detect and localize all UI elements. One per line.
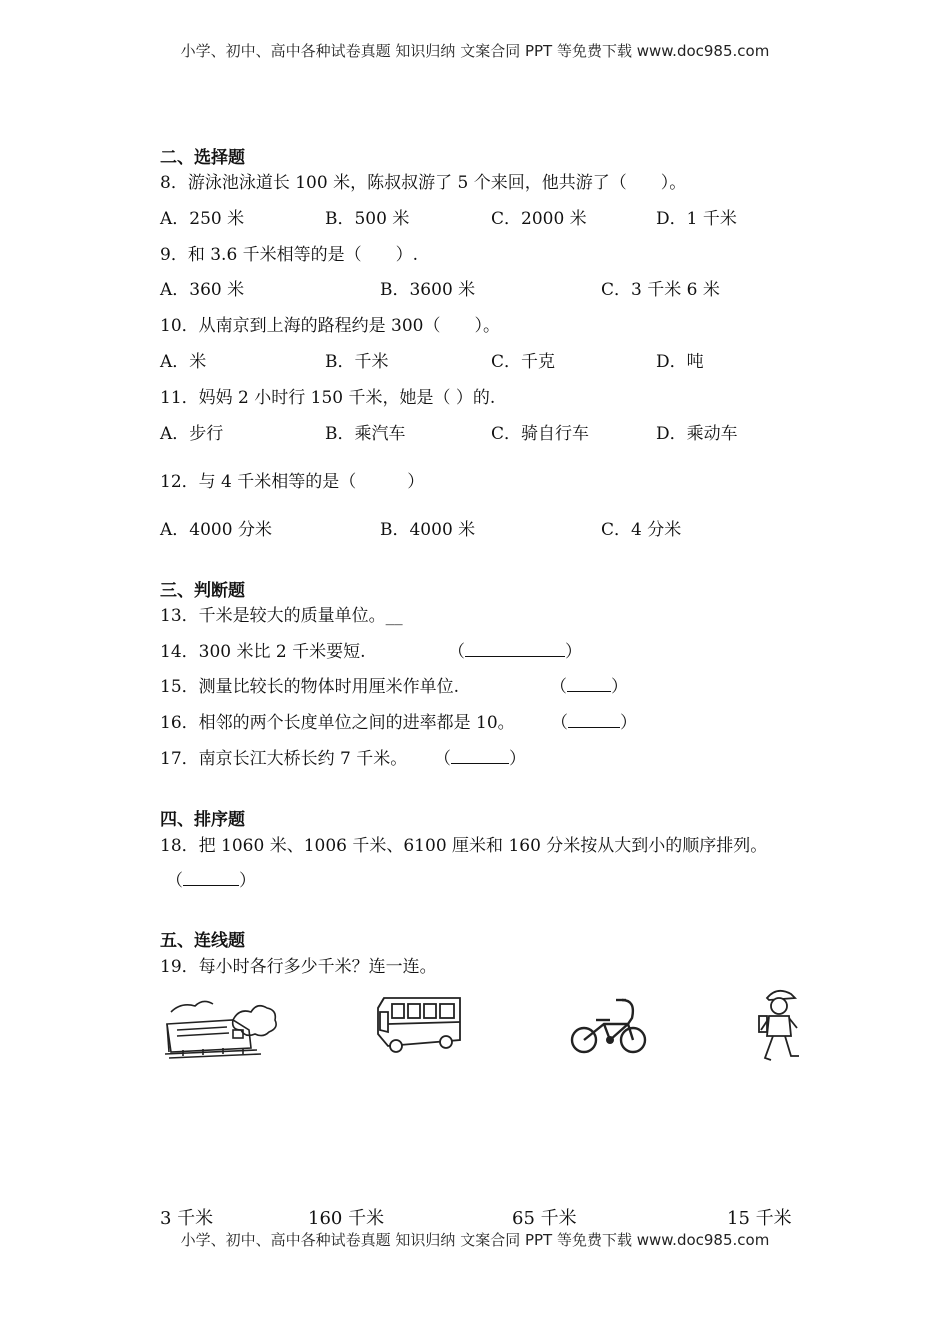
question-11: 11．妈妈 2 小时行 150 千米，她是（ ）的. [160,388,496,408]
option-8c: C．2000 米 [491,209,587,229]
answer-option-4[interactable]: 15 千米 [727,1208,792,1229]
walking-child-icon[interactable] [755,986,805,1064]
option-12b: B．4000 米 [380,520,476,540]
section-title-choice: 二、选择题 [160,148,245,168]
option-10c: C．千克 [491,352,556,372]
page-header: 小学、初中、高中各种试卷真题 知识归纳 文案合同 PPT 等免费下载 www.doc985.com [180,42,770,60]
option-8b: B．500 米 [325,209,410,229]
option-8a: A．250 米 [160,209,245,229]
answer-blank-17[interactable]: （ ） [434,749,526,769]
option-10d: D．吨 [656,352,704,372]
question-8: 8．游泳池泳道长 100 米，陈叔叔游了 5 个来回，他共游了（ ）。 [160,173,687,193]
answer-blank-14[interactable]: （ ） [448,642,582,662]
train-icon[interactable] [163,990,281,1060]
question-12: 12．与 4 千米相等的是（ ） [160,472,425,492]
question-19: 19．每小时各行多少千米？连一连。 [160,957,437,977]
option-8d: D．1 千米 [656,209,737,229]
answer-blank-18[interactable]: （ ） [166,871,256,891]
answer-blank-16[interactable]: （ ） [551,713,637,733]
question-14: 14．300 米比 2 千米要短. [160,642,366,662]
question-10: 10．从南京到上海的路程约是 300（ ）。 [160,316,500,336]
section-title-judge: 三、判断题 [160,581,245,601]
question-15: 15．测量比较长的物体时用厘米作单位. [160,677,460,697]
option-10a: A．米 [160,352,207,372]
option-9b: B．3600 米 [380,280,476,300]
bus-icon[interactable] [374,994,464,1056]
option-11c: C．骑自行车 [491,424,590,444]
answer-option-2[interactable]: 160 千米 [308,1208,385,1229]
question-17: 17．南京长江大桥长约 7 千米。 [160,749,408,769]
question-9: 9．和 3.6 千米相等的是（ ）. [160,245,419,265]
option-11b: B．乘汽车 [325,424,406,444]
section-title-match: 五、连线题 [160,931,245,951]
option-11a: A．步行 [160,424,224,444]
option-12a: A．4000 分米 [160,520,272,540]
option-9c: C．3 千米 6 米 [601,280,720,300]
question-16: 16．相邻的两个长度单位之间的进率都是 10。 [160,713,515,733]
option-10b: B．千米 [325,352,389,372]
bicycle-icon[interactable] [570,994,650,1056]
question-18: 18．把 1060 米、1006 千米、6100 厘米和 160 分米按从大到小的顺序排列。 [160,836,768,856]
option-11d: D．乘动车 [656,424,738,444]
answer-option-3[interactable]: 65 千米 [512,1208,577,1229]
answer-option-1[interactable]: 3 千米 [160,1208,214,1229]
page-footer: 小学、初中、高中各种试卷真题 知识归纳 文案合同 PPT 等免费下载 www.doc985.com [180,1231,770,1249]
answer-blank-15[interactable]: （ ） [550,677,628,697]
option-9a: A．360 米 [160,280,245,300]
question-13: 13．千米是较大的质量单位。__ [160,606,403,626]
option-12c: C．4 分米 [601,520,682,540]
section-title-sort: 四、排序题 [160,810,245,830]
